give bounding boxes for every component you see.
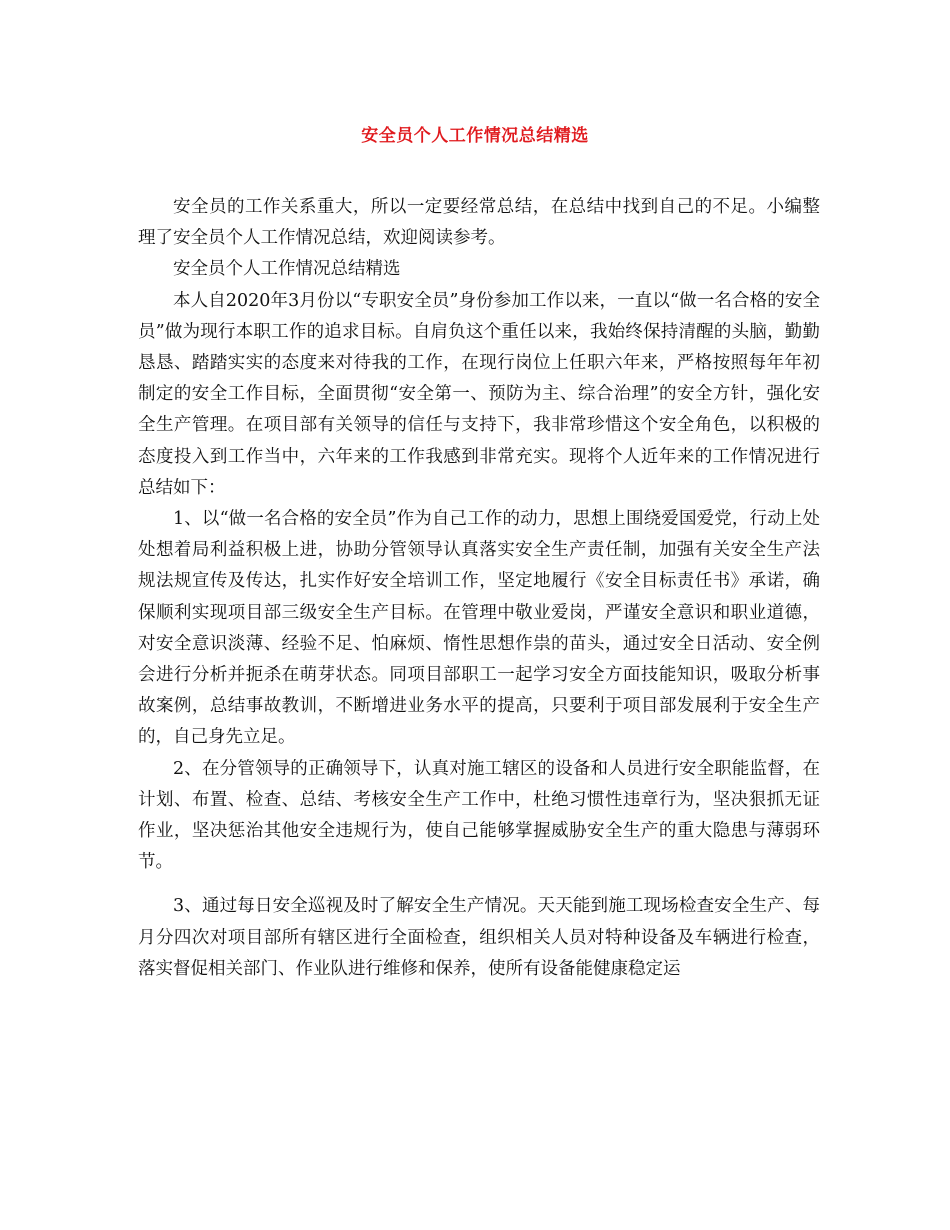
paragraph-intro: 安全员的工作关系重大，所以一定要经常总结，在总结中找到自己的不足。小编整理了安全员个人工作情况总结，欢迎阅读参考。: [138, 197, 820, 249]
paragraph-overview: 本人自2020年3月份以“专职安全员”身份参加工作以来，一直以“做一名合格的安全员”做为现行本职工作的追求目标。自肩负这个重任以来，我始终保持清醒的头脑，勤勤恳恳、踏踏实实的态度来对待我的工作，在现行岗位上任职六年来，严格按照每年年初制定的安全工作目标，全面贯彻“安全第一、预防为主、综合治理”的安全方针，强化安全生产管理。在项目部有关领导的信任与支持下，我非常珍惜这个安全角色，以积极的态度投入到工作当中，六年来的工作我感到非常充实。现将个人近年来的工作情况进行总结如下：: [138, 290, 820, 498]
document-title: 安全员个人工作情况总结精选: [361, 126, 589, 146]
document-body: [138, 192, 820, 985]
paragraph-point-2: 2、在分管领导的正确领导下，认真对施工辖区的设备和人员进行安全职能监督，在计划、布置、检查、总结、考核安全生产工作中，杜绝习惯性违章行为，坚决狠抓无证作业，坚决惩治其他安全违规行为，使自己能够掌握威胁安全生产的重大隐患与薄弱环节。: [138, 758, 820, 873]
paragraph-point-3: 3、通过每日安全巡视及时了解安全生产情况。天天能到施工现场检查安全生产、每月分四次对项目部所有辖区进行全面检查，组织相关人员对特种设备及车辆进行检查，落实督促相关部门、作业队进行维修和保养，使所有设备能健康稳定运: [138, 896, 820, 979]
paragraph-point-1: 1、以“做一名合格的安全员”作为自己工作的动力，思想上围绕爱国爱党，行动上处处想着局利益积极上进，协助分管领导认真落实安全生产责任制，加强有关安全生产法规法规宣传及传达，扎实作好安全培训工作，坚定地履行《安全目标责任书》承诺，确保顺利实现项目部三级安全生产目标。在管理中敬业爱岗，严谨安全意识和职业道德，对安全意识淡薄、经验不足、怕麻烦、惰性思想作祟的苗头，通过安全日活动、安全例会进行分析并扼杀在萌芽状态。同项目部职工一起学习安全方面技能知识，吸取分析事故案例，总结事故教训，不断增进业务水平的提高，只要利于项目部发展利于安全生产的，自己身先立足。: [138, 509, 820, 748]
paragraph-subtitle: 安全员个人工作情况总结精选: [173, 259, 401, 280]
